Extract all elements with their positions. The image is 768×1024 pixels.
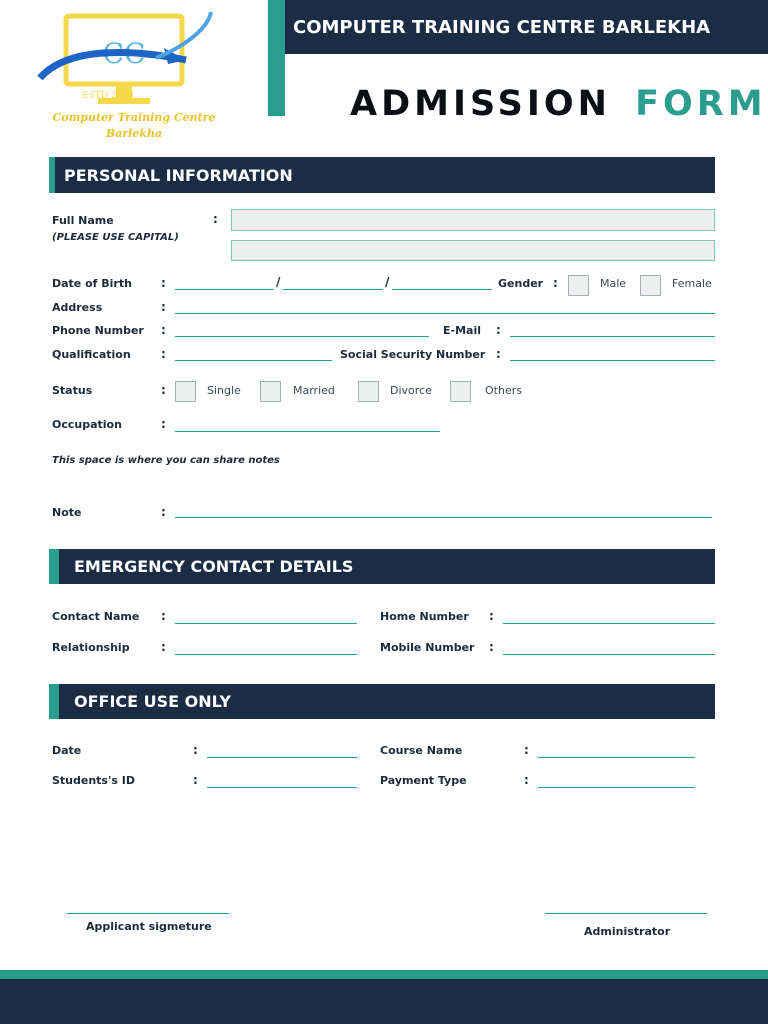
- section-heading-text: PERSONAL INFORMATION: [64, 165, 293, 185]
- payment-type-field[interactable]: [538, 787, 695, 788]
- mobile-number-field[interactable]: [503, 654, 715, 655]
- gender-male-checkbox[interactable]: [568, 275, 589, 296]
- logo-text-line1: Computer Training Centre: [52, 111, 216, 124]
- gender-female-checkbox[interactable]: [640, 275, 661, 296]
- full-name-field-2[interactable]: [231, 240, 715, 261]
- notes-hint: This space is where you can share notes: [52, 455, 280, 466]
- svg-text:ESTD 2023: ESTD 2023: [82, 91, 134, 101]
- home-number-field[interactable]: [503, 623, 715, 624]
- colon: :: [161, 609, 166, 623]
- status-married-label: Married: [293, 384, 335, 397]
- form-title-word1: ADMISSION: [350, 84, 611, 124]
- colon: :: [489, 609, 494, 623]
- date-separator: /: [276, 275, 281, 289]
- colon: :: [161, 300, 166, 314]
- header-banner: [285, 0, 768, 54]
- date-separator: /: [385, 275, 390, 289]
- relationship-label: Relationship: [52, 641, 130, 654]
- email-field[interactable]: [510, 336, 715, 337]
- status-married-checkbox[interactable]: [260, 381, 281, 402]
- colon: :: [161, 383, 166, 397]
- relationship-field[interactable]: [175, 654, 357, 655]
- status-label: Status: [52, 384, 93, 397]
- office-date-field[interactable]: [207, 757, 357, 758]
- address-label: Address: [52, 301, 103, 314]
- footer-bar: [0, 979, 768, 1024]
- address-field[interactable]: [175, 313, 715, 314]
- full-name-hint: (PLEASE USE CAPITAL): [52, 232, 179, 243]
- colon: :: [193, 773, 198, 787]
- applicant-signature-line[interactable]: [67, 913, 229, 914]
- occupation-label: Occupation: [52, 418, 122, 431]
- colon: :: [161, 505, 166, 519]
- colon: :: [193, 743, 198, 757]
- applicant-signature-label: Applicant sigmeture: [86, 920, 212, 933]
- form-title-word2: FORM: [635, 84, 767, 124]
- qualification-label: Qualification: [52, 348, 131, 361]
- colon: :: [161, 640, 166, 654]
- gender-male-label: Male: [600, 277, 627, 290]
- status-single-label: Single: [207, 384, 241, 397]
- home-number-label: Home Number: [380, 610, 469, 623]
- qualification-field[interactable]: [175, 360, 332, 361]
- occupation-field[interactable]: [175, 431, 440, 432]
- student-id-field[interactable]: [207, 787, 357, 788]
- logo: [36, 8, 232, 148]
- section-heading-text: EMERGENCY CONTACT DETAILS: [74, 557, 354, 576]
- phone-field[interactable]: [175, 336, 429, 337]
- status-divorce-label: Divorce: [390, 384, 432, 397]
- dob-day-field[interactable]: [175, 289, 274, 290]
- org-name: COMPUTER TRAINING CENTRE BARLEKHA: [293, 16, 711, 38]
- note-label: Note: [52, 506, 82, 519]
- colon: :: [161, 417, 166, 431]
- dob-year-field[interactable]: [392, 289, 492, 290]
- gender-female-label: Female: [672, 277, 712, 290]
- status-others-checkbox[interactable]: [450, 381, 471, 402]
- header-accent-bar: [268, 0, 285, 116]
- section-heading-personal: [55, 157, 715, 193]
- section-accent: [49, 684, 59, 719]
- dob-label: Date of Birth: [52, 277, 132, 290]
- section-accent: [49, 549, 59, 584]
- logo-text-line2: Barlekha: [105, 127, 163, 140]
- full-name-label: Full Name: [52, 214, 114, 227]
- email-label: E-Mail: [443, 324, 481, 337]
- footer-accent: [0, 970, 768, 979]
- ssn-field[interactable]: [510, 360, 715, 361]
- svg-text:CC: CC: [102, 37, 146, 70]
- colon: :: [553, 276, 558, 290]
- colon: :: [213, 212, 218, 226]
- section-heading-emergency: [59, 549, 715, 584]
- dob-month-field[interactable]: [283, 289, 383, 290]
- colon: :: [489, 640, 494, 654]
- colon: :: [524, 773, 529, 787]
- course-name-field[interactable]: [538, 757, 695, 758]
- contact-name-label: Contact Name: [52, 610, 140, 623]
- status-others-label: Others: [485, 384, 522, 397]
- payment-type-label: Payment Type: [380, 774, 467, 787]
- ssn-label: Social Security Number: [340, 348, 486, 361]
- colon: :: [161, 276, 166, 290]
- colon: :: [496, 347, 501, 361]
- phone-label: Phone Number: [52, 324, 144, 337]
- colon: :: [161, 323, 166, 337]
- full-name-field[interactable]: [231, 209, 715, 231]
- status-single-checkbox[interactable]: [175, 381, 196, 402]
- colon: :: [161, 347, 166, 361]
- mobile-number-label: Mobile Number: [380, 641, 475, 654]
- course-name-label: Course Name: [380, 744, 463, 757]
- form-title: [350, 84, 767, 124]
- student-id-label: Students's ID: [52, 774, 135, 787]
- section-heading-text: OFFICE USE ONLY: [74, 692, 231, 711]
- section-heading-office: [59, 684, 715, 719]
- office-date-label: Date: [52, 744, 82, 757]
- colon: :: [524, 743, 529, 757]
- administrator-signature-line[interactable]: [545, 913, 707, 914]
- status-divorce-checkbox[interactable]: [358, 381, 379, 402]
- gender-label: Gender: [498, 277, 544, 290]
- contact-name-field[interactable]: [175, 623, 357, 624]
- note-field[interactable]: [175, 517, 712, 518]
- administrator-signature-label: Administrator: [584, 925, 671, 938]
- colon: :: [496, 323, 501, 337]
